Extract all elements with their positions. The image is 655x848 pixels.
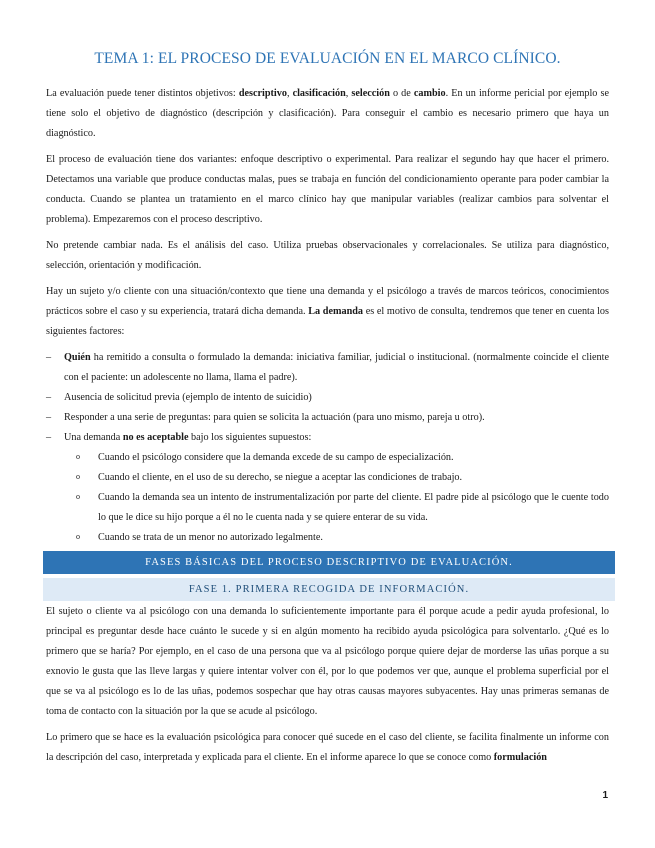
page-title: TEMA 1: EL PROCESO DE EVALUACIÓN EN EL MARCO CLÍNICO.	[94, 50, 561, 67]
text-run: Ausencia de solicitud previa (ejemplo de intento de suicidio)	[64, 392, 312, 403]
text-run: Cuando la demanda sea un intento de instrumentalización por parte del cliente. El padre pide al psicólogo que le cuente todo lo que le dice su hijo porque a él no le cuenta nada y se quiere enterar de su vida.	[98, 492, 609, 523]
circle-bullet: o	[76, 452, 80, 461]
text-run: ha remitido a consulta o formulado la demanda: iniciativa familiar, judicial o institucional. (normalmente coincide el cliente con el paciente: un adolescente no llama, llama el padre).	[64, 352, 609, 383]
text-run: Responder a una serie de preguntas: para quien se solicita la actuación (para uno mismo, pareja u otro).	[64, 412, 485, 423]
bold-term: descriptivo	[238, 88, 287, 99]
text-run: La evaluación puede tener distintos objetivos:	[46, 88, 239, 99]
sub-list-item	[64, 528, 609, 548]
bold-term: selección	[351, 88, 390, 99]
bold-term: formulación	[493, 752, 547, 763]
list-item	[46, 428, 609, 548]
text-run: Lo primero que se hace es la evaluación psicológica para conocer qué sucede en el caso del cliente, se facilita finalmente un informe con la descripción del caso, interpretada y explicada para el cliente. En el informe aparece lo que se conoce como	[46, 732, 609, 763]
bold-term: clasificación	[292, 88, 346, 99]
sub-list-item	[64, 468, 609, 488]
circle-bullet: o	[76, 492, 80, 501]
paragraph-evaluation	[46, 728, 609, 768]
text-run: o de	[389, 88, 414, 99]
paragraph-objectives	[46, 84, 609, 144]
list-item	[46, 408, 609, 428]
bold-term: La demanda	[308, 306, 363, 317]
text-run: Una demanda	[64, 432, 123, 443]
text-run: . En un informe pericial por ejemplo se tiene solo el objetivo de diagnóstico (descripción y clasificación). Para conseguir el cambio es necesario primero que haya un diagnóstico.	[46, 88, 609, 139]
section-heading: FASES BÁSICAS DEL PROCESO DESCRIPTIVO DE EVALUACIÓN.	[43, 551, 615, 574]
sub-list	[64, 448, 609, 548]
circle-bullet: o	[76, 532, 80, 541]
page-number: 1	[602, 790, 608, 801]
text-run: Cuando el psicólogo considere que la demanda excede de su campo de especialización.	[98, 452, 454, 463]
circle-bullet: o	[76, 472, 80, 481]
text-run: ,	[345, 88, 352, 99]
sub-list-item	[64, 488, 609, 528]
text-run: ,	[286, 88, 293, 99]
bold-term: Quién	[64, 352, 91, 363]
paragraph-phase1: El sujeto o cliente va al psicólogo con una demanda lo suficientemente importante para él porque acude a pedir ayuda profesional, lo principal es preguntar desde hace cuánto le sucede y si en algún momento ha recibido ayuda psicológica para solventarlo. ¿Qué es lo primero que se haría? Por ejemplo, en el caso de una persona que va al psicólogo porque quiere dejar de morderse las uñas porque a su exnovio le gusta que las lleve largas y quiere intentar volver con él, por lo que podemos ver que, aunque el problema superficial por el que se va al psicólogo es lo de las uñas, podemos sospechar que hay otras causas mayores subyacentes. Hay unas primeras semanas de toma de contacto con la situación por la que se acude al psicólogo.	[46, 606, 609, 717]
bold-term: cambio	[413, 88, 446, 99]
text-run: Hay un sujeto y/o cliente con una situación/contexto que tiene una demanda y el psicólogo a través de marcos teóricos, conocimientos prácticos sobre el caso y su experiencia, tratará dicha demanda.	[46, 286, 609, 317]
text-run: Cuando se trata de un menor no autorizado legalmente.	[98, 532, 323, 543]
factors-list	[46, 348, 609, 548]
text-run: bajo los siguientes supuestos:	[188, 432, 312, 443]
paragraph-analysis: No pretende cambiar nada. Es el análisis del caso. Utiliza pruebas observacionales y correlacionales. Se utiliza para diagnóstico, selección, orientación y modificación.	[46, 240, 609, 271]
dash-bullet: –	[46, 392, 52, 403]
paragraph-variants: El proceso de evaluación tiene dos variantes: enfoque descriptivo o experimental. Para realizar el segundo hay que hacer el primero. Detectamos una variable que produce conductas malas, pues se trabaja en función del condicionamiento operante para poder cambiar la conducta. Cuando se plantea un tratamiento en el marco clínico hay que manipular variables (realizar cambios para solventar el problema). Empezaremos con el proceso descriptivo.	[46, 154, 609, 225]
paragraph-demand	[46, 282, 609, 342]
list-item	[46, 388, 609, 408]
list-item	[46, 348, 609, 388]
dash-bullet: –	[46, 432, 52, 443]
dash-bullet: –	[46, 352, 52, 363]
subsection-heading: FASE 1. PRIMERA RECOGIDA DE INFORMACIÓN.	[43, 578, 615, 601]
bold-term: no es aceptable	[122, 432, 189, 443]
dash-bullet: –	[46, 412, 52, 423]
text-run: Cuando el cliente, en el uso de su derecho, se niegue a aceptar las condiciones de trabajo.	[98, 472, 463, 483]
sub-list-item	[64, 448, 609, 468]
text-run: es el motivo de consulta, tendremos que tener en cuenta los siguientes factores:	[46, 306, 609, 337]
